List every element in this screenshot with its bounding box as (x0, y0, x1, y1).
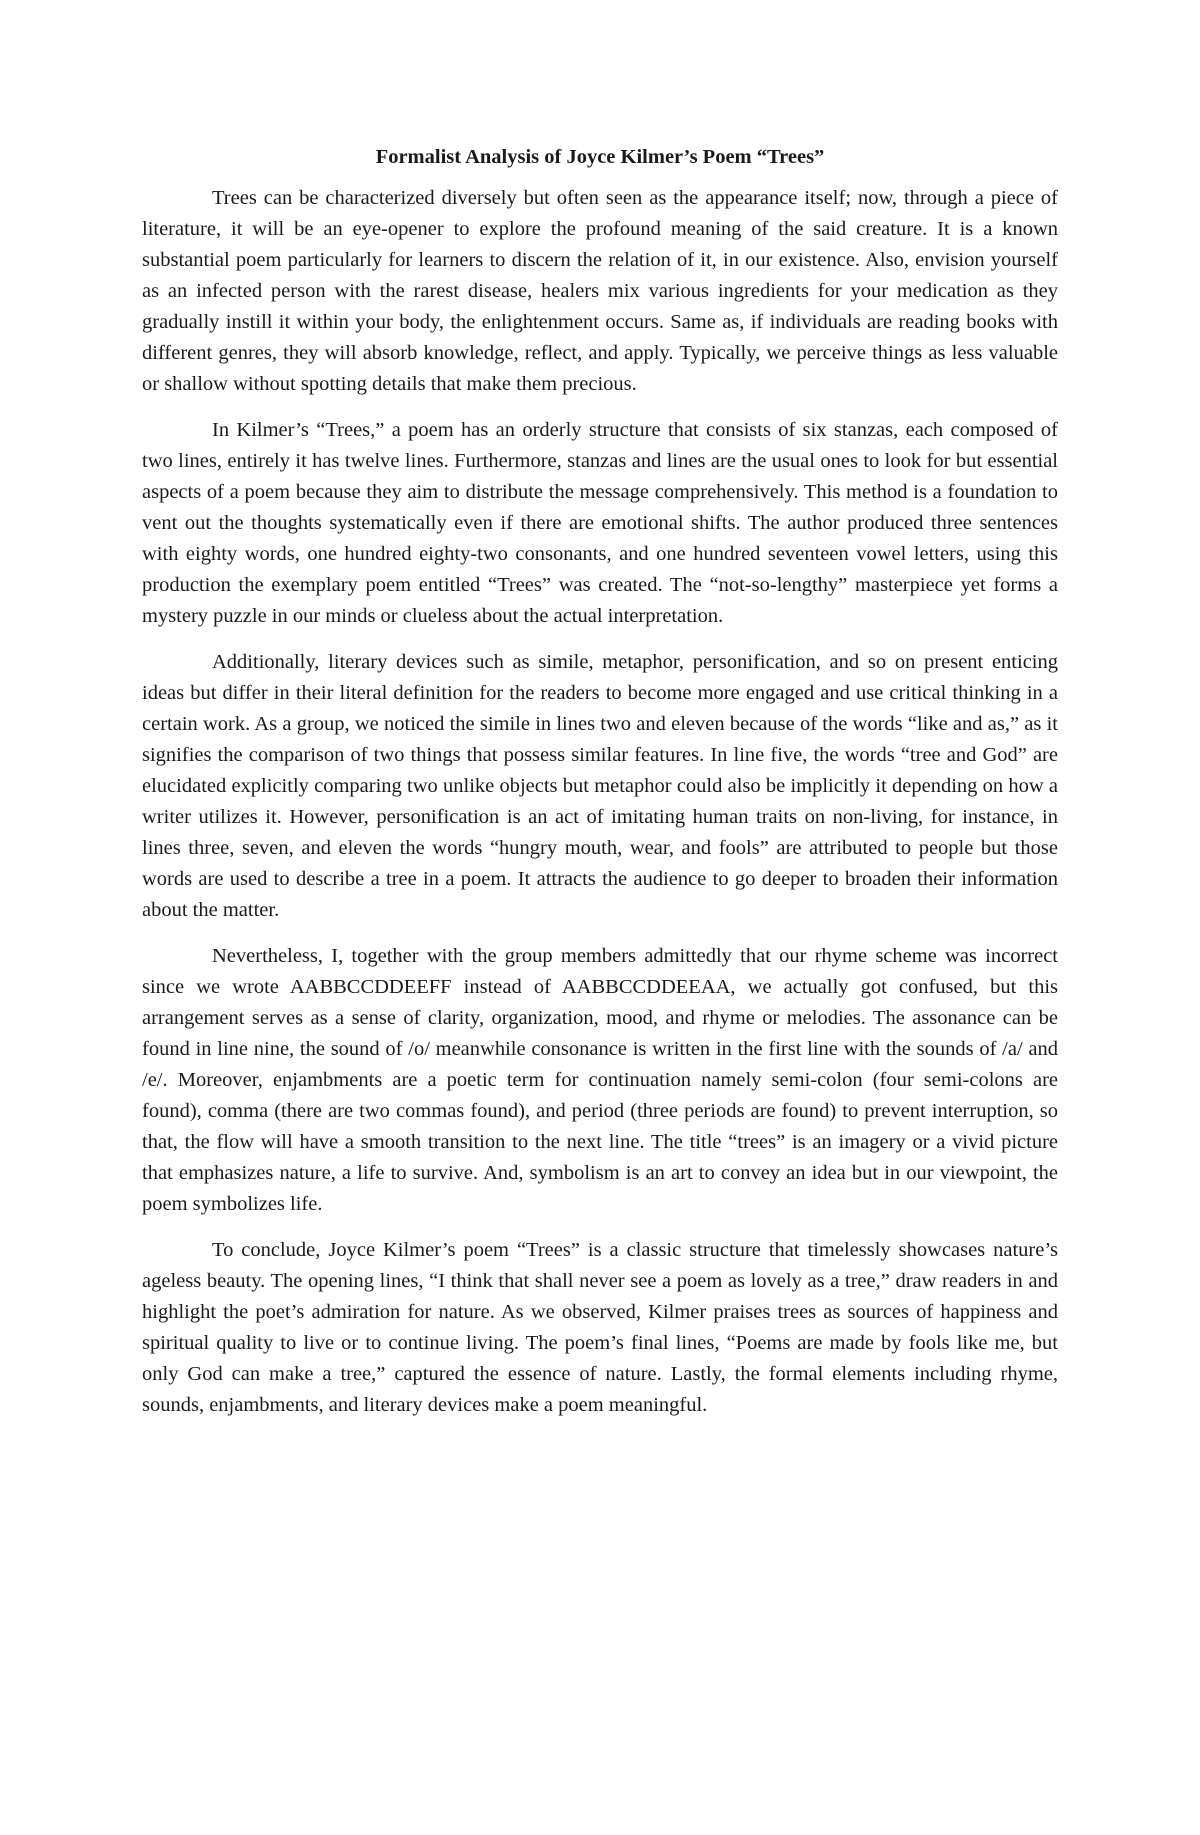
paragraph-introduction: Trees can be characterized diversely but often seen as the appearance itself; now, through a piece of literature, it will be an eye-opener to explore the profound meaning of the said creature. It is a known substantial poem particularly for learners to discern the relation of it, in our existence. Also, envision yourself as an infected person with the rarest disease, healers mix various ingredients for your medication as they gradually instill it within your body, the enlightenment occurs. Same as, if individuals are reading books with different genres, they will absorb knowledge, reflect, and apply. Typically, we perceive things as less valuable or shallow without spotting details that make them precious. (142, 187, 1058, 395)
paragraph-literary-devices: Additionally, literary devices such as simile, metaphor, personification, and so on present enticing ideas but differ in their literal definition for the readers to become more engaged and use critical thinking in a certain work. As a group, we noticed the simile in lines two and eleven because of the words “like and as,” as it signifies the comparison of two things that possess similar features. In line five, the words “tree and God” are elucidated explicitly comparing two unlike objects but metaphor could also be implicitly it depending on how a writer utilizes it. However, personification is an act of imitating human traits on non-living, for instance, in lines three, seven, and eleven the words “hungry mouth, wear, and fools” are attributed to people but those words are used to describe a tree in a poem. It attracts the audience to go deeper to broaden their information about the matter. (142, 651, 1058, 921)
paragraph-conclusion: To conclude, Joyce Kilmer’s poem “Trees” is a classic structure that timelessly showcases nature’s ageless beauty. The opening lines, “I think that shall never see a poem as lovely as a tree,” draw readers in and highlight the poet’s admiration for nature. As we observed, Kilmer praises trees as sources of happiness and spiritual quality to live or to continue living. The poem’s final lines, “Poems are made by fools like me, but only God can make a tree,” captured the essence of nature. Lastly, the formal elements including rhyme, sounds, enjambments, and literary devices make a poem meaningful. (142, 1239, 1058, 1416)
paragraph-structure: In Kilmer’s “Trees,” a poem has an orderly structure that consists of six stanzas, each composed of two lines, entirely it has twelve lines. Furthermore, stanzas and lines are the usual ones to look for but essential aspects of a poem because they aim to distribute the message comprehensively. This method is a foundation to vent out the thoughts systematically even if there are emotional shifts. The author produced three sentences with eighty words, one hundred eighty-two consonants, and one hundred seventeen vowel letters, using this production the exemplary poem entitled “Trees” was created. The “not-so-lengthy” masterpiece yet forms a mystery puzzle in our minds or clueless about the actual interpretation. (142, 419, 1058, 627)
paragraph-rhyme-scheme: Nevertheless, I, together with the group members admittedly that our rhyme scheme was incorrect since we wrote AABBCCDDEEFF instead of AABBCCDDEEAA, we actually got confused, but this arrangement serves as a sense of clarity, organization, mood, and rhyme or melodies. The assonance can be found in line nine, the sound of /o/ meanwhile consonance is written in the first line with the sounds of /a/ and /e/. Moreover, enjambments are a poetic term for continuation namely semi-colon (four semi-colons are found), comma (there are two commas found), and period (three periods are found) to prevent interruption, so that, the flow will have a smooth transition to the next line. The title “trees” is an imagery or a vivid picture that emphasizes nature, a life to survive. And, symbolism is an art to convey an idea but in our viewpoint, the poem symbolizes life. (142, 945, 1058, 1215)
document-title: Formalist Analysis of Joyce Kilmer’s Poem “Trees” (375, 146, 825, 168)
